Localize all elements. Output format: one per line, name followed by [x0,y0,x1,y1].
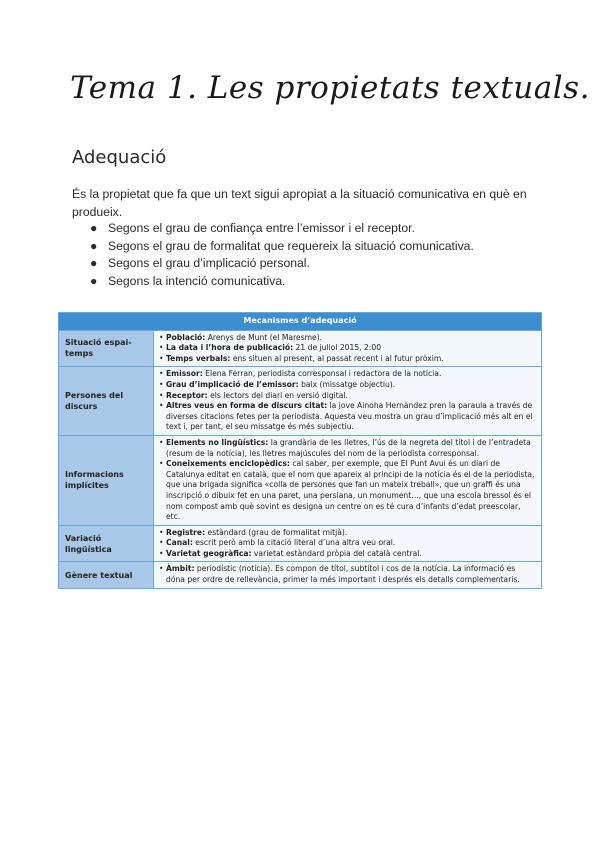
row-content [154,435,542,525]
table-row [59,525,542,562]
row-content [154,367,542,436]
table-row [59,435,542,525]
bullet-icon: • [159,564,164,574]
bullet-icon: • [159,353,164,363]
row-label: Gènere textual [59,562,154,588]
row-content [154,562,542,588]
list-item: • La data i l’hora de publicació: 21 de juliol 2015, 2:00 [159,343,382,353]
list-item: • Altres veus en forma de discurs citat: la jove Ainoha Hernàndez pren la paraula a través de diverses citacions fetes per la periodista. Aquesta veu mostra un grau d’implicació més alt en el text i, per tant, el seu missatge és més subjectiu. [159,401,533,432]
list-item: • Canal: escrit però amb la citació literal d’una altra veu oral. [159,538,396,548]
bullet-icon: • [159,527,164,537]
row-label: Situació espai-temps [59,330,154,367]
bullet-icon: • [159,401,164,411]
list-item: ● Segons el grau de confiança entre l’emissor i el receptor. [72,220,542,238]
table-row [59,330,542,367]
table-header: Mecanismes d’adequació [59,313,542,331]
table-row [59,562,542,588]
list-item: • Emissor: Elena Ferran, periodista corresponsal i redactora de la notícia. [159,369,442,379]
row-content [154,525,542,562]
list-item: • Població: Arenys de Munt (el Maresme). [159,332,323,342]
bullet-icon: • [159,390,164,400]
bullet-icon: • [159,369,164,379]
bullet-icon: • [159,343,164,353]
bullet-icon: ● [90,238,98,253]
list-item: • Grau d’implicació de l’emissor: baix (missatge objectiu). [159,379,396,389]
bullet-icon: ● [90,273,98,288]
list-item: • Coneixements enciclopèdics: cal saber, per exemple, que El Punt Avui és un diari de Catalunya editat en català, que el nom que apareix al principi de la notícia és el de la periodista, que una brigada significa «colla de persones que fan un mateix treball», que un graffi és una inscripció o dibuix fet en una paret, una persiana, un monument…, que una escola bressol és el nom compost amb què sovint es designa un centre on es té cura d’infants d’edat preescolar, etc. [159,459,535,522]
bullet-icon: • [159,332,164,342]
row-label: Variació lingüística [59,525,154,562]
table-header-row [59,313,542,331]
bullet-icon: • [159,379,164,389]
section-heading: Adequació [72,147,167,168]
row-label: Persones del discurs [59,367,154,436]
intro-paragraph: És la propietat que fa que un text sigui apropiat a la situació comunicativa en què en produeix. [72,187,527,219]
table-row [59,367,542,436]
bullet-icon: ● [90,221,98,235]
bullet-icon: • [159,548,164,558]
bullet-list [72,220,542,290]
list-item: • Temps verbals: ens situen al present, al passat recent i al futur pròxim. [159,353,444,363]
list-item: • Varietat geogràfica: varietat estàndard pròpia del català central. [159,548,422,558]
bullet-icon: • [159,538,164,548]
list-item: • Àmbit: periodístic (notícia). Es compon de títol, subtítol i cos de la notícia. La informació es dóna per ordre de rellevància, primer la més important i després els detalls complementaris. [159,564,520,585]
row-label: Informacions implícites [59,435,154,525]
list-item: • Elements no lingüístics: la grandària de les lletres, l’ús de la negreta del títol i de l’entradeta (resum de la notícia), les lletres majúscules del nom de la periodista corresponsal. [159,437,531,458]
mechanisms-table [58,312,542,589]
list-item: ● Segons el grau d’implicació personal. [72,255,542,273]
bullet-icon: • [159,437,164,447]
list-item: • Receptor: els lectors del diari en versió digital. [159,390,348,400]
bullet-icon: • [159,459,164,469]
list-item: • Registre: estàndard (grau de formalitat mitjà). [159,527,348,537]
page-title: Tema 1. Les propietats textuals. [70,70,590,106]
bullet-icon: ● [90,256,98,270]
row-content [154,330,542,367]
list-item: ● Segons el grau de formalitat que requereix la situació comunicativa. [72,238,542,256]
list-item: ● Segons la intenció comunicativa. [72,273,542,291]
